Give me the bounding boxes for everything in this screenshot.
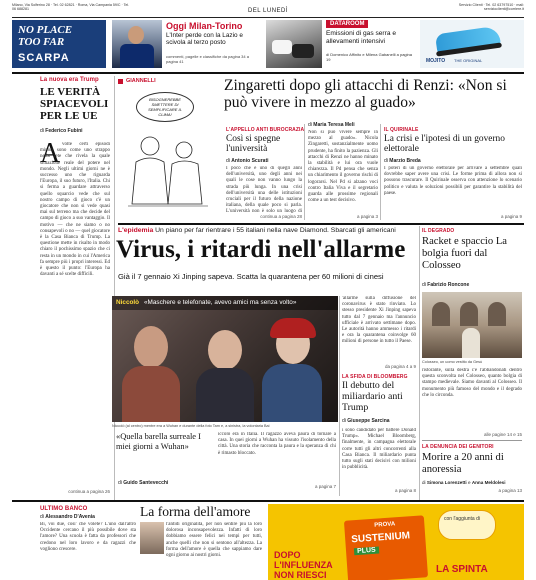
player-jersey-icon [120,44,154,68]
arch-icon [488,302,506,326]
person-right-helmet-icon [270,318,316,338]
byline-mid: e [467,480,471,485]
virus-side-pageref[interactable]: da pagina 4 a 9 [384,364,416,369]
bloomberg-body: i sono candidato per battere Donald Trump». Michael Bloomberg, finalmente, in campagna elettorale corre tutti gli altri concorrenti alla Casa Bianca. Il miliardario punta tutto sugli stati decisivi con milioni in pubblicità. [342,428,416,471]
photo-label: Niccolò [116,299,140,306]
byline-pre: di [422,282,426,288]
byline-pre: di [226,158,230,164]
ipotesi-body: I poteri di un governo elettorale per arrivare a settembre quali dovrebbe saper avere una crisi. Le forme prima di allora non si possono trascurare. Il Quirinale osserva con attenzione lo scenario politico e valuta le soluzioni possibili per garantire la stabilità del paese. [384,166,522,196]
prova-label: PROVA [374,521,396,529]
cartoon-figures-icon [122,134,214,218]
forma-amore-body: l'antidi originalità, per non sentire più la loro dolorosa inconsapevolezza. Infatti di loro dobbiamo essere felici nei tempi per tutti, anche quelli che non si sentono all'altezza. La forma dell'amore è quella che sappiamo dare ogni giorno ai nostri giorni. [166,522,262,559]
renzi-pageref[interactable]: a pagina 3 [356,214,378,219]
bloomberg-byline [342,418,390,424]
left-column-byline [40,128,83,134]
dataroom-label: DATAROOM [326,20,368,28]
milan-teaser-title[interactable]: Oggi Milan-Torino [166,21,243,31]
top-section-rule [12,72,524,74]
davenia-portrait [140,522,164,554]
person-right-body-icon [262,364,322,422]
left-column-title[interactable]: LE VERITÀ SPIACEVOLI PER LE UE [40,86,109,122]
dataroom-text[interactable]: Emissioni di gas serra e allevamenti intensivi [326,30,396,45]
byline-name: Giuseppe Sarcina [347,418,390,424]
spinta-label: LA SPINTA [436,564,488,575]
ad-line2: L'INFLUENZA [274,560,333,570]
milan-teaser-text: L'Inter perde con la Lazio e scivola al terzo posto [166,32,243,47]
byline-pre: di [118,480,122,486]
left-column-pageref[interactable]: continua a pagina 26 [68,489,110,494]
ipotesi-pageref[interactable]: a pagina 9 [500,214,522,219]
ipotesi-title[interactable]: La crisi e l'ipotesi di un governo elettorale [384,134,505,155]
person-left-face-icon [134,326,168,368]
forma-amore-title[interactable]: La forma dell'amore [140,504,251,519]
ad-line3: NON RIESCI [274,570,327,580]
masthead-right-info: Servizio Clienti · Tel. 02 63797510 · mail: servizioclienti@corriere.it [458,3,524,12]
byline-pre: di [422,480,426,485]
milan-teaser-note: commenti, pagelle e classifiche da pagina 34 a pagina 41 [166,54,249,64]
masthead-left-info: Milano, Via Solferino 28 · Tel. 02 62821 · Roma, Via Campania 59/C · Tel. 06 688281 [12,3,130,12]
univ-pageref[interactable]: continua a pagina 28 [260,214,302,219]
gianelli-cartoon [118,78,218,220]
bottom-rule [12,500,524,502]
cow-shape-icon [272,40,292,54]
ipotesi-kicker: IL QUIRINALE [384,127,419,133]
ultimo-banco-kicker: ULTIMO BANCO [40,506,88,512]
univ-byline [226,158,269,164]
arch-icon [432,302,450,326]
virus-subtitle: Già il 7 gennaio Xi Jinping sapeva. Scatta la quarantena per 60 milioni di cinesi [118,272,384,281]
byline-name: Federico Fubini [45,128,83,134]
divider-left [114,76,115,500]
person-center-body-icon [196,368,254,422]
mojito-tag: THE ORIGINAL [454,58,483,63]
left-column-kicker: La nuova era Trump [40,77,99,83]
virus-kicker-rest: Un piano per far rientrare i 55 italiani nella nave Diamond. Sbarcati gli americani [155,227,396,234]
gianelli-label: GIANNELLI [126,78,156,84]
photo-quote: «Maschere e telefonate, avevo amici ma senza volto» [144,299,297,306]
divider-renzi [380,124,381,220]
gianelli-box-icon [118,79,123,84]
player-head-icon [128,26,144,44]
colosseo-caption: Colosseo, un uomo vestito da Gesù [422,360,483,364]
sustenium-product: SUSTENIUM [350,530,411,546]
bloomberg-kicker: LA SFIDA DI BLOOMBERG [342,374,408,380]
virus-side-body: 'allarme sulla diffusione del coronavirus è stato rinviato. Lo stesso presidente Xi Jinping sapeva tutto dal 7 gennaio ma l'annuncio ufficiale è arrivato settimane dopo. Le autorità hanno ammesso i ritardi e ora la quarantena coinvolge 60 milioni di persone in tutto il Paese. [342,296,416,345]
bloomberg-pageref[interactable]: a pagina 8 [394,488,416,493]
anoressia-byline [422,480,522,485]
byline-pre: di [40,128,44,134]
costumed-man-icon [462,328,480,358]
byline-name: Maria Teresa Meli [313,122,355,128]
sustenium-box [344,515,428,580]
byline-name: Anna Meldolesi [471,480,506,485]
creatina-badge [438,510,496,540]
byline-name: Guido Santevecchi [123,480,169,486]
degrado-kicker: IL DEGRADO [422,228,455,234]
gianelli-bubble: BISOGNEREBBE SMETTERE DI SEMPLIFICARE IL CLIMA! [136,92,194,122]
spinta-pre: con l'aggiunta di [444,516,480,522]
photo-caption: Niccolò (al centro) mentre era a Wuhan e durante della foto Tam e, a sinistra, la volontaria Bai [112,424,270,428]
quote-box-byline [118,480,168,486]
milan-player-photo [112,20,162,68]
scarpa-line1: NO PLACE [18,24,73,36]
renzi-byline [308,122,355,128]
degrado-pageref[interactable]: alle pagine 14 e 15 [483,432,522,437]
scarpa-brand: SCARPA [18,52,70,64]
niccolo-photo [112,296,338,422]
quote-box-body: iccolò era in Italia. Il ragazzo aveva paura di tornare a casa. In quei giorni a Wuhan ha vissuto l'isolamento della città. Una storia che racconta la paura e la speranza di chi è rimasto bloccato. [218,432,336,456]
renzi-body: Non si può vivere sempre in mezzo al guado». Nicola Zingaretti, sostanzialmente uomo prudente, ha finito la pazienza. Gli attacchi di Renzi ne hanno minato la stabilità e lui ora vuole chiarezza. Il Pd pensa che senza un chiarimento il governo rischi di logorarsi. Nel Pd si alzano voci contro Italia Viva e il segretario guarda alle prossime regionali come a un test decisivo. [308,130,378,204]
byline-pre: di [40,514,44,520]
degrado-byline [422,282,469,288]
scarpa-ad[interactable] [12,20,106,68]
main-headline[interactable]: Zingaretti dopo gli attacchi di Renzi: «Non si può vivere in mezzo al guado» [224,77,507,111]
univ-body: I poco che è uno di quegli anni dell'università, uno degli anni nei quali le cose non vanno lungo la strada più lunga. In una crisi dell'università una delle istituzioni cruciali per il futuro della nazione italiana, della quale poco si parla. L'università non è solo un luogo di [226,166,302,215]
divider-virus-bloomberg [339,296,340,496]
cow-shape-icon [292,44,314,58]
quote-box-pageref[interactable]: a pagina 7 [314,484,336,489]
ultimo-banco-body: Bi, voi due, cosi' che volete? L'uno dall'altro Occidente cercano il più possibile dove sta l'amore? Una scuola è fatta da professori che credono nel loro lavoro e da ragazzi che vogliono crescere. [40,522,136,552]
colosseo-photo [422,292,522,358]
right-col-rule [422,440,522,441]
univ-title[interactable]: Così si spegne l'università [226,134,281,155]
divider-univ [304,124,305,220]
univ-kicker: L'APPELLO ANTI BUROCRAZIA [226,127,305,133]
dataroom-cows-photo [266,20,322,68]
byline-name: Marzio Breda [389,158,421,164]
byline-name: Antonio Scurati [231,158,269,164]
byline-name: Fabrizio Roncone [427,282,470,288]
virus-kicker-line [118,227,418,234]
byline-name: Simona Lorenzetti [426,480,467,485]
left-column-body: volte certi episodi minori sono come uno strappo nella rete che rivela la quale situazione reale del potere nel mondo. Negli ultimi giorni ne è successo uno che riguarda l'Europa, il suo futuro, l'Italia. Chi si ferma a guardare attraverso quello squarcio vede che sul nostro campo di gioco c'è un giocatore che non si vede quasi mai sul terreno ma che decide del campo di gioco a suo vantaggio. Il motivo — che ne siamo o no consapevoli o no — quel giocatore è la Casa Bianca di Trump. La questione mette in risalto in modo chiaro il pochissimo spazio che ci resta in un mondo in cui l'America fa sempre più i propri interessi. Ed è questo il punto: l'Europa ha davanti a sé scelte difficili. [40,142,110,278]
sustenium-ad[interactable] [268,504,524,580]
virus-title[interactable]: Virus, i ritardi nell'allarme [116,236,406,263]
degrado-title[interactable]: Racket e spaccio La bolgia fuori dal Colosseo [422,236,507,271]
scarpa-line2: TOO FAR [18,36,65,48]
person-center-face-icon [208,330,242,370]
byline-pre: di [384,158,388,164]
virus-kicker: L'epidemia [118,227,154,234]
ipotesi-byline [384,158,421,164]
masthead-weekday: DEL LUNEDÌ [247,8,289,14]
ad-line1: DOPO [274,550,301,560]
anoressia-title[interactable]: Morire a 20 anni di anoressia [422,452,504,475]
left-column-dropcap: A [40,138,61,169]
anoressia-kicker: LA DENUNCIA DEI GENITORI [422,444,494,450]
anoressia-pageref[interactable]: a pagina 13 [498,488,522,493]
mojito-ad[interactable] [420,20,524,68]
mid-rule [118,223,524,225]
dataroom-byline: di Domenico Affinito e Milena Gabanelli a pagina 19 [326,52,412,62]
person-left-body-icon [122,366,180,422]
bloomberg-title[interactable]: Il debutto del miliardario anti Trump [342,380,403,413]
mojito-label: MOJITO [426,58,446,64]
degrado-body: ristorante, sulla destra c'è l'abbandonati dentro questa sconvolta nel Colosseo, quanto bolgia di stampo medievale. Siamo davanti al Colosseo. Il monumento più famoso del mondo e il degrado che lo circonda. [422,368,522,398]
sustenium-plus: PLUS [354,547,379,556]
masthead-rule [12,17,524,18]
byline-pre: di [308,122,312,128]
byline-pre: di [342,418,346,424]
quote-box-title[interactable]: «Quella barella surreale I miei giorni a Wuhan» [116,432,201,451]
byline-name: Alessandro D'Avenia [45,514,95,520]
divider-right [419,226,420,500]
ultimo-banco-byline [40,514,95,520]
arch-icon [460,302,478,326]
